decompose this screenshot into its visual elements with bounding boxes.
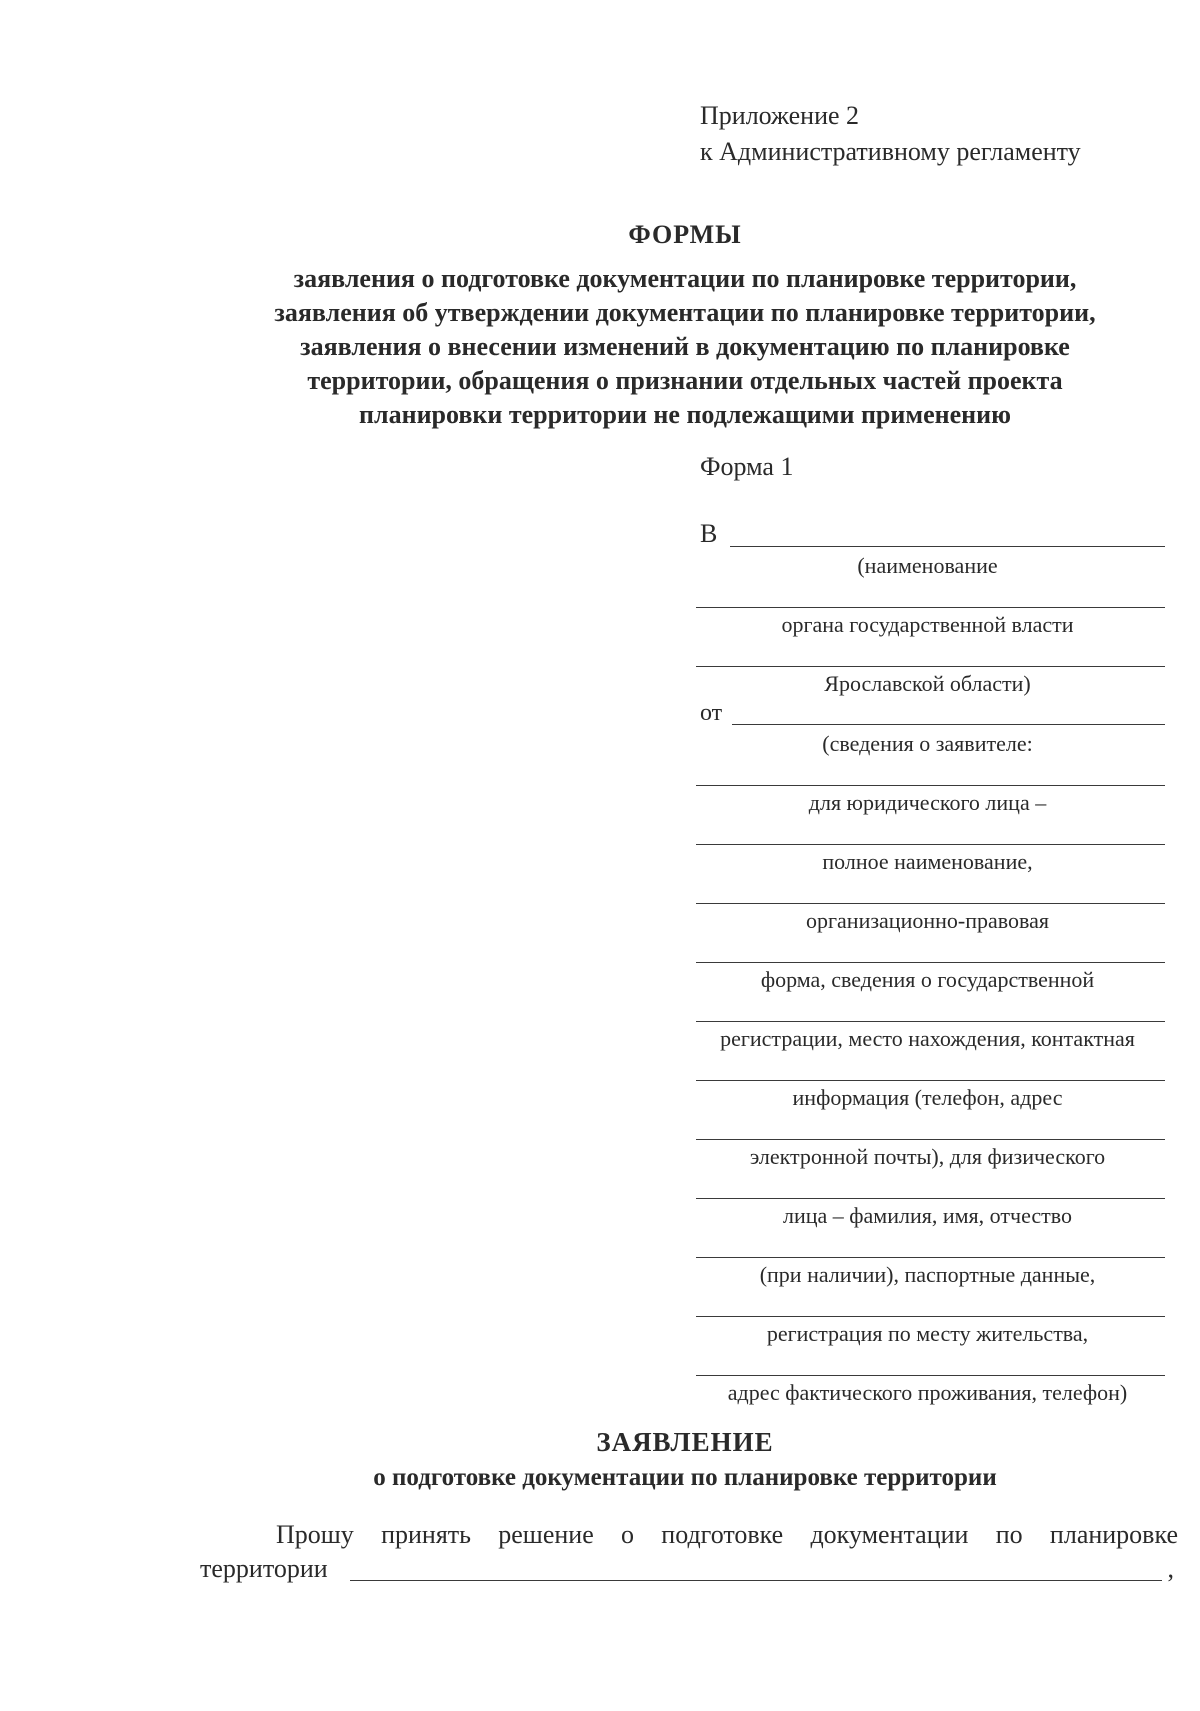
from-prefix: от: [700, 700, 723, 726]
field-hint: регистрации, место нахождения, контактная: [720, 1026, 1135, 1051]
statement-title: ЗАЯВЛЕНИЕ: [596, 1427, 774, 1457]
fill-line[interactable]: [696, 877, 1165, 904]
field-hint: для юридического лица –: [808, 790, 1047, 815]
field-hint: электронной почты), для физического: [749, 1144, 1106, 1169]
field-hint: адрес фактического проживания, телефон): [727, 1380, 1128, 1405]
forms-subtitle-line: территории, обращения о признании отдельных частей проекта: [307, 366, 1063, 395]
fill-line: [350, 1580, 1162, 1581]
appendix-line-2: к Административному регламенту: [700, 137, 1081, 166]
applicant-from-field[interactable]: [690, 699, 1165, 729]
field-hint: органа государственной власти: [781, 612, 1074, 637]
fill-line[interactable]: [696, 995, 1165, 1022]
field-hint: полное наименование,: [822, 849, 1033, 874]
fill-line: [730, 546, 1165, 547]
forms-title: ФОРМЫ: [628, 220, 742, 249]
forms-subtitle-line: заявления об утверждении документации по планировке территории,: [274, 298, 1096, 327]
to-prefix: В: [700, 519, 718, 548]
fill-line[interactable]: [696, 1349, 1165, 1376]
fill-line[interactable]: [696, 1054, 1165, 1081]
fill-line[interactable]: [696, 1113, 1165, 1140]
statement-subtitle: о подготовке документации по планировке территории: [373, 1464, 997, 1491]
fill-line[interactable]: [696, 581, 1165, 608]
field-hint: Ярославской области): [824, 671, 1031, 696]
territory-label: территории: [200, 1554, 328, 1583]
fill-line[interactable]: [696, 759, 1165, 786]
fill-line[interactable]: [696, 1172, 1165, 1199]
field-hint: организационно-правовая: [806, 908, 1049, 933]
forms-subtitle: [180, 262, 1190, 432]
forms-subtitle-line: планировки территории не подлежащими применению: [359, 400, 1011, 429]
fill-line[interactable]: [696, 936, 1165, 963]
statement-line-1: Прошу принять решение о подготовке документации по планировке: [276, 1520, 1178, 1549]
territory-field[interactable]: [200, 1552, 1178, 1586]
fill-line[interactable]: [696, 640, 1165, 667]
field-hint: (наименование: [857, 553, 998, 578]
form-number: Форма 1: [700, 452, 794, 481]
fill-line[interactable]: [696, 1290, 1165, 1317]
field-hint: (при наличии), паспортные данные,: [759, 1262, 1096, 1287]
fill-line[interactable]: [696, 818, 1165, 845]
field-hint: регистрация по месту жительства,: [766, 1321, 1089, 1346]
forms-subtitle-line: заявления о подготовке документации по планировке территории,: [293, 264, 1077, 293]
appendix-reference: [700, 98, 1081, 170]
field-hint: лица – фамилия, имя, отчество: [782, 1203, 1072, 1228]
field-hint: (сведения о заявителе:: [822, 731, 1033, 756]
line-end-comma: ,: [1167, 1554, 1174, 1583]
field-hint: форма, сведения о государственной: [760, 967, 1095, 992]
statement-body: [200, 1518, 1178, 1586]
field-hint: информация (телефон, адрес: [792, 1085, 1063, 1110]
fill-line[interactable]: [696, 1231, 1165, 1258]
fill-line: [732, 724, 1165, 725]
addressee-to-field[interactable]: [690, 515, 1165, 551]
addressee-block: [690, 515, 1165, 1408]
forms-subtitle-line: заявления о внесении изменений в документацию по планировке: [300, 332, 1070, 361]
appendix-line-1: Приложение 2: [700, 101, 860, 130]
